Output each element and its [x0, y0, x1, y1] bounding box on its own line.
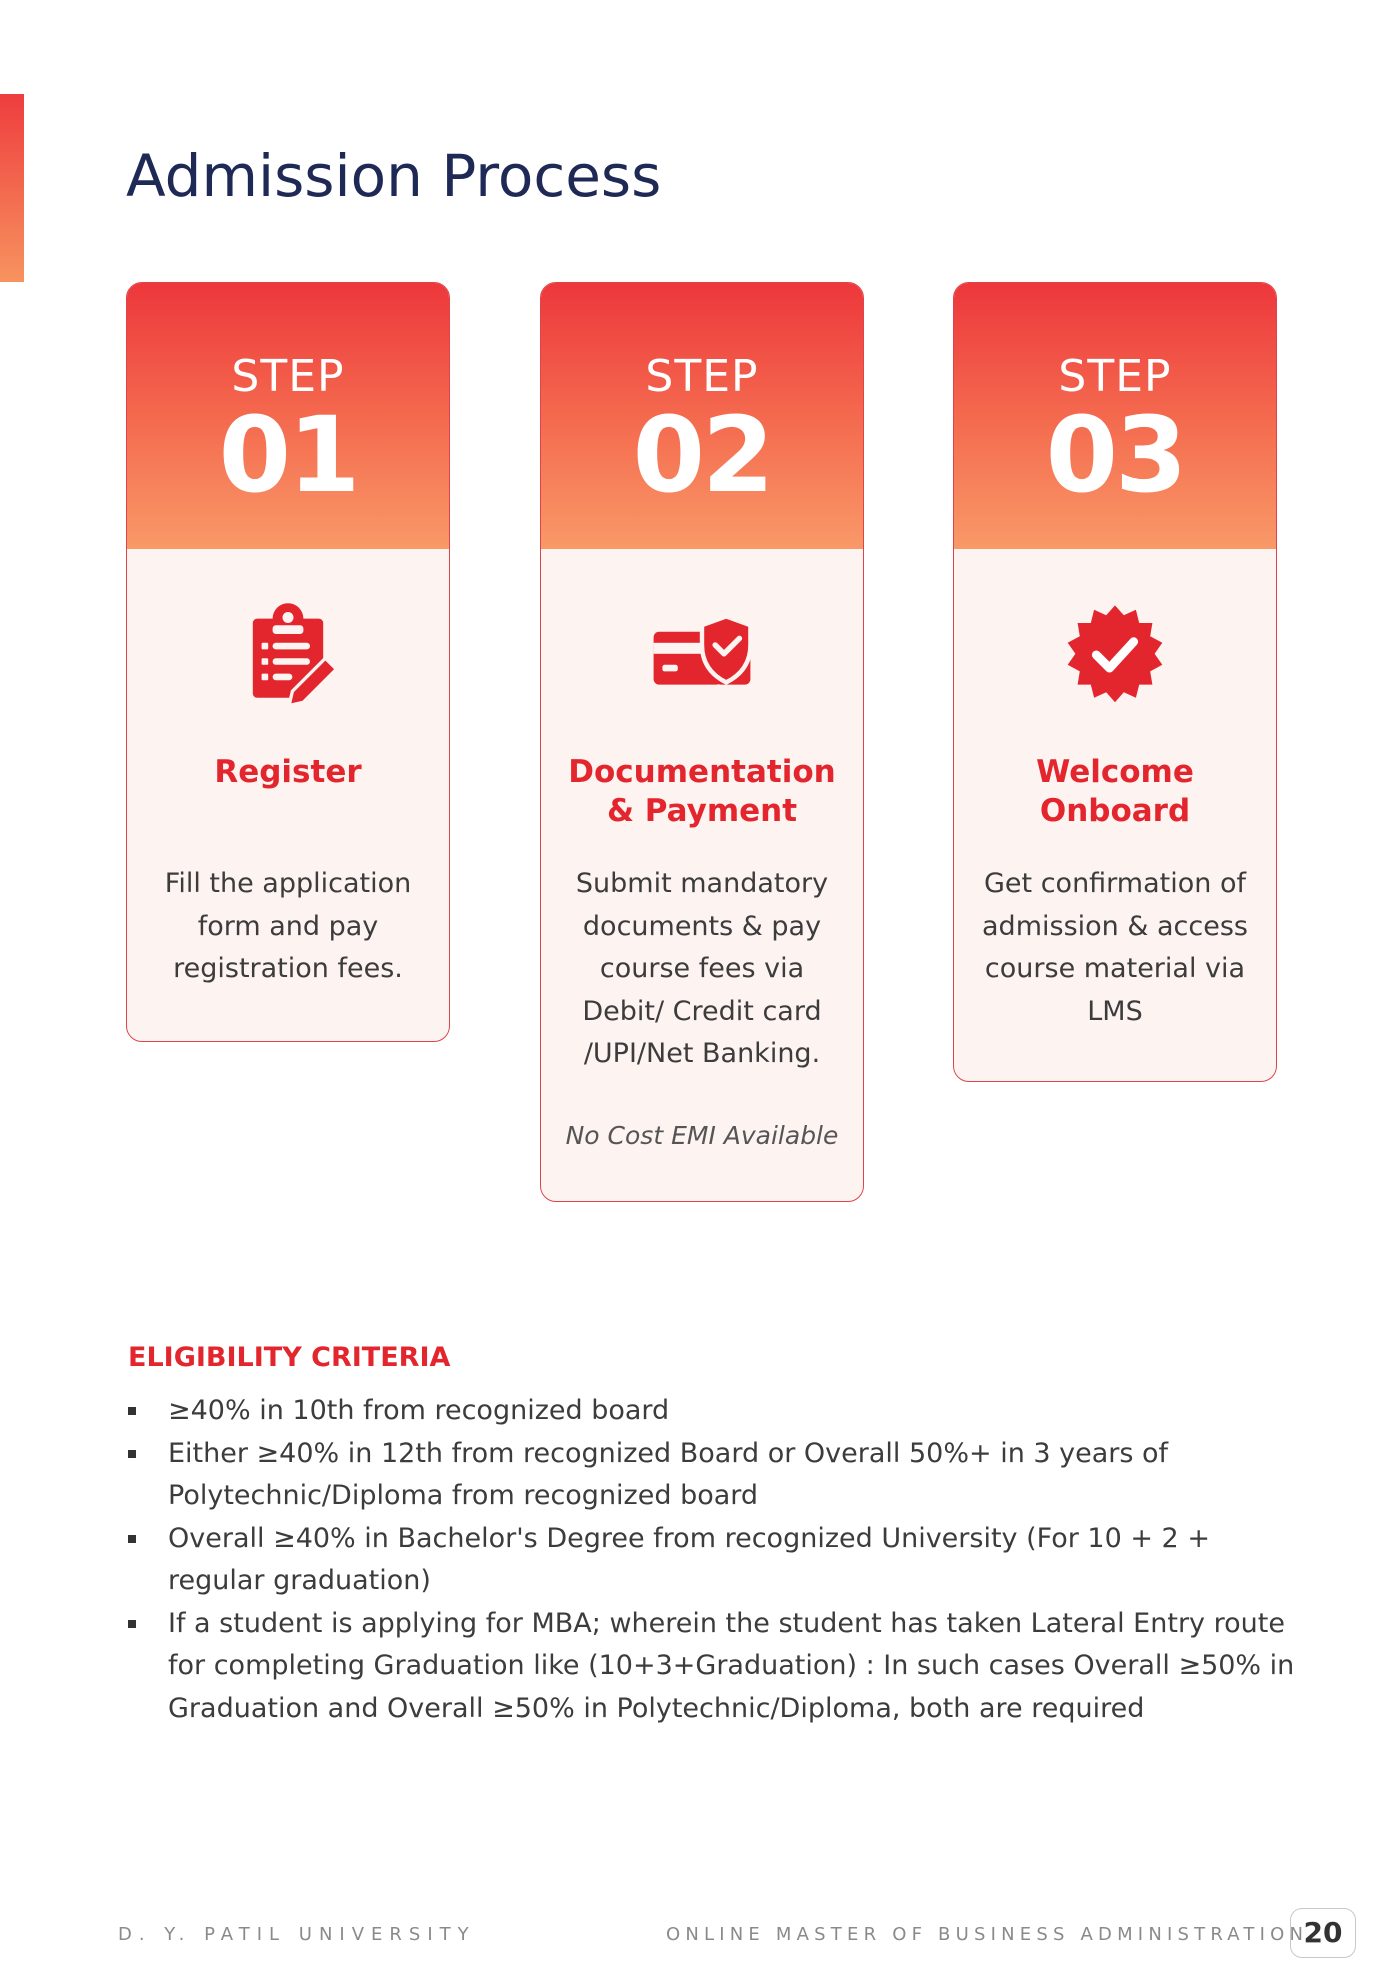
bullet [128, 1620, 136, 1628]
emi-note: No Cost EMI Available [565, 1121, 839, 1150]
step-description: Fill the application form and pay registration fees. [164, 868, 412, 984]
step-card-header [127, 283, 449, 549]
step-description: Get confirmation of admission & access course material via LMS [982, 868, 1248, 1027]
step-label: STEP [1058, 351, 1172, 402]
step-label: STEP [231, 351, 345, 402]
step-number: 02 [632, 394, 772, 516]
bullet [128, 1450, 136, 1458]
step-card-header [541, 283, 863, 549]
card-shield-icon [647, 601, 757, 711]
eligibility-item: ≥40% in 10th from recognized board [128, 1390, 1308, 1433]
verified-badge-icon [1060, 601, 1170, 711]
step-title: Register [214, 754, 362, 790]
eligibility-heading: ELIGIBILITY CRITERIA [128, 1342, 451, 1373]
eligibility-item: If a student is applying for MBA; wherein the student has taken Lateral Entry route for completing Graduation like (10+3+Graduation) : In such cases Overall ≥50% in Graduation and Overall ≥50% in Polytechnic/Diploma, both are required [128, 1603, 1308, 1731]
eligibility-item: Overall ≥40% in Bachelor's Degree from recognized University (For 10 + 2 + regular graduation) [128, 1518, 1308, 1603]
page-title: Admission Process [126, 142, 662, 210]
step-card-1 [126, 282, 450, 1042]
accent-bar [0, 94, 24, 282]
step-number: 01 [218, 394, 358, 516]
step-label: STEP [645, 351, 759, 402]
step-card-3 [953, 282, 1277, 1082]
step-description: Submit mandatory documents & pay course fees via Debit/ Credit card /UPI/Net Banking. [575, 868, 829, 1069]
step-title: Welcome Onboard [1036, 754, 1194, 829]
bullet [128, 1407, 136, 1415]
bullet [128, 1535, 136, 1543]
clipboard-edit-icon [233, 601, 343, 711]
step-card-2 [540, 282, 864, 1202]
step-title: Documentation & Payment [568, 754, 836, 829]
eligibility-item: Either ≥40% in 12th from recognized Board or Overall 50%+ in 3 years of Polytechnic/Diploma from recognized board [128, 1433, 1308, 1518]
step-card-header [954, 283, 1276, 549]
footer-program: ONLINE MASTER OF BUSINESS ADMINISTRATION [666, 1924, 1309, 1945]
page-number: 20 [1290, 1908, 1356, 1958]
footer-university: D. Y. PATIL UNIVERSITY [118, 1924, 476, 1945]
eligibility-list [128, 1390, 1308, 1730]
step-number: 03 [1045, 394, 1185, 516]
